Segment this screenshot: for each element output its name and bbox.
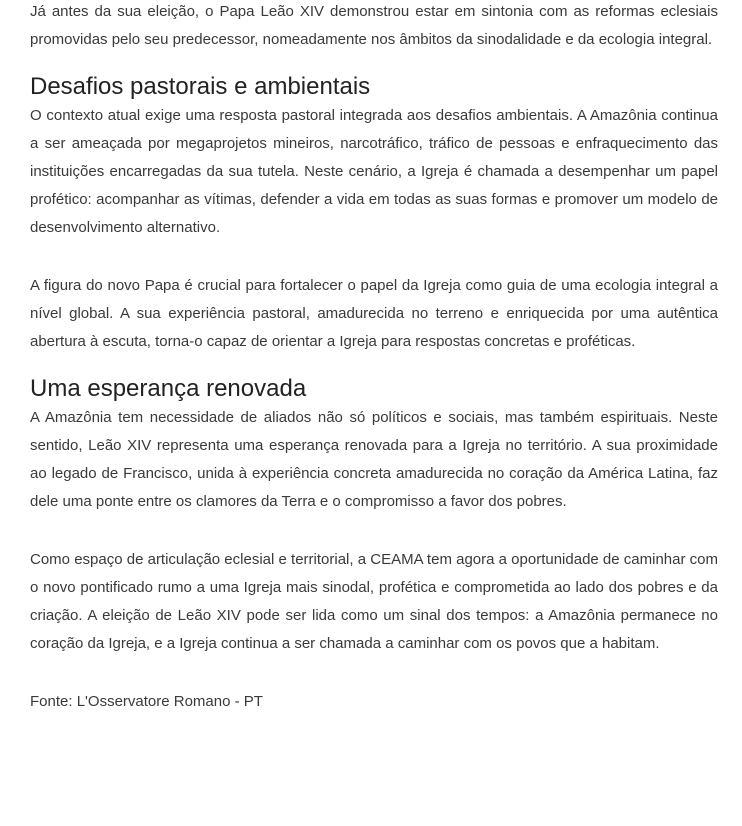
article-body (30, 0, 718, 746)
paragraph: Como espaço de articulação eclesial e territorial, a CEAMA tem agora a oportunidade de caminhar com o novo pontificado rumo a uma Igreja mais sinodal, profética e comprometida ao lado dos pobres e da criação. A eleição de Leão XIV pode ser lida como um sinal dos tempos: a Amazônia permanece no coração da Igreja, e a Igreja continua a ser chamada a caminhar com os povos que a habitam. (30, 551, 718, 652)
paragraph: A Amazônia tem necessidade de aliados não só políticos e sociais, mas também espirituais. Neste sentido, Leão XIV representa uma esperança renovada para a Igreja no território. A sua proximidade ao legado de Francisco, unida à experiência concreta amadurecida no coração da América Latina, faz dele uma ponte entre os clamores da Terra e o compromisso a favor dos pobres. (30, 409, 718, 510)
paragraph: A figura do novo Papa é crucial para fortalecer o papel da Igreja como guia de uma ecologia integral a nível global. A sua experiência pastoral, amadurecida no terreno e enriquecida por uma autêntica abertura à escuta, torna-o capaz de orientar a Igreja para respostas concretas e proféticas. (30, 277, 718, 350)
section-heading-esperanca: Uma esperança renovada (30, 375, 307, 402)
section-heading-desafios: Desafios pastorais e ambientais (30, 73, 371, 100)
intro-paragraph: Já antes da sua eleição, o Papa Leão XIV demonstrou estar em sintonia com as reformas eclesiais promovidas pelo seu predecessor, nomeadamente nos âmbitos da sinodalidade e da ecologia integral. (30, 3, 718, 48)
source-credit: Fonte: L'Osservatore Romano - PT (30, 693, 263, 710)
paragraph: O contexto atual exige uma resposta pastoral integrada aos desafios ambientais. A Amazônia continua a ser ameaçada por megaprojetos mineiros, narcotráfico, tráfico de pessoas e enfraquecimento das instituições encarregadas da sua tutela. Neste cenário, a Igreja é chamada a desempenhar um papel profético: acompanhar as vítimas, defender a vida em todas as suas formas e promover um modelo de desenvolvimento alternativo. (30, 107, 718, 236)
